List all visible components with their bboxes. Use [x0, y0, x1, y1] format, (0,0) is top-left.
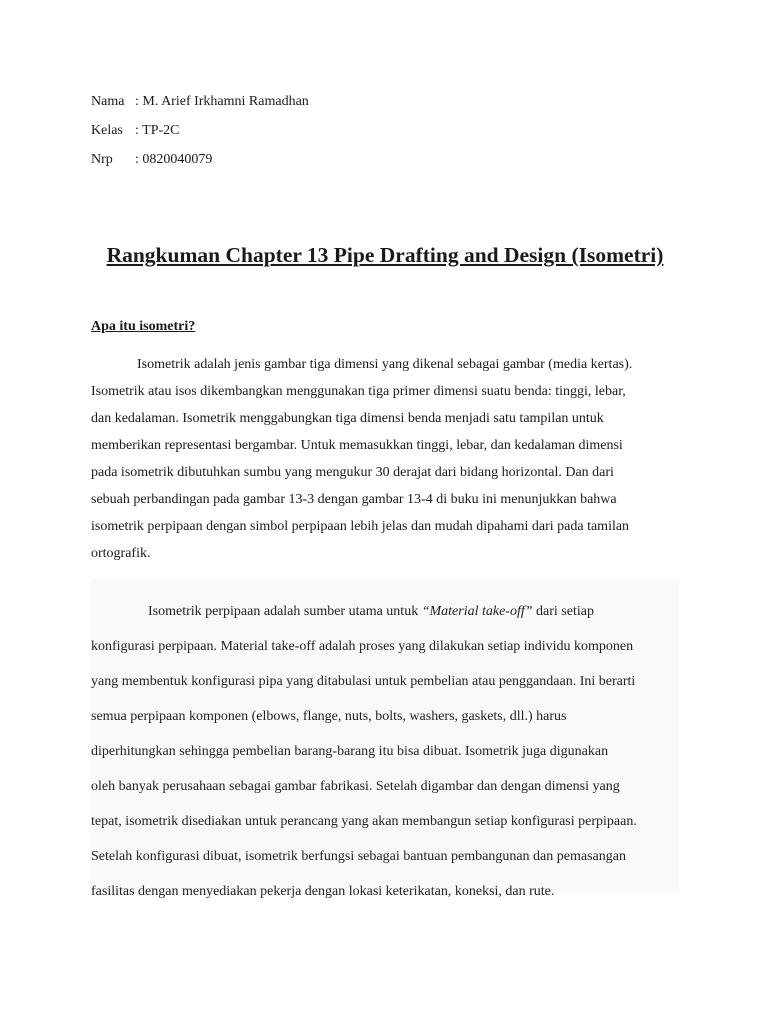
document-title: Rangkuman Chapter 13 Pipe Drafting and Design (Isometri)	[106, 243, 664, 267]
paragraph-line: semua perpipaan komponen (elbows, flange, nuts, bolts, washers, gaskets, dll.) harus	[91, 709, 567, 724]
paragraph-line: konfigurasi perpipaan. Material take-off adalah proses yang dilakukan setiap individu komponen	[91, 639, 634, 654]
paragraph-material-takeoff	[91, 594, 679, 909]
paragraph-line: ortografik.	[91, 546, 151, 561]
emphasis-text: “Material take-off”	[421, 604, 533, 619]
paragraph-text: Isometrik perpipaan adalah sumber utama untuk	[148, 604, 422, 619]
paragraph-line: memberikan representasi bergambar. Untuk memasukkan tinggi, lebar, dan kedalaman dimensi	[91, 438, 623, 453]
paragraph-line: Isometrik adalah jenis gambar tiga dimensi yang dikenal sebagai gambar (media kertas).	[137, 357, 633, 372]
info-value: : 0820040079	[135, 152, 213, 167]
paragraph-line: sebuah perbandingan pada gambar 13-3 dengan gambar 13-4 di buku ini menunjukkan bahwa	[91, 492, 617, 507]
paragraph-line: oleh banyak perusahaan sebagai gambar fabrikasi. Setelah digambar dan dengan dimensi yang	[91, 779, 620, 794]
info-label: Kelas	[91, 123, 123, 138]
paragraph-line: pada isometrik dibutuhkan sumbu yang mengukur 30 derajat dari bidang horizontal. Dan dari	[91, 465, 614, 480]
info-label: Nrp	[91, 152, 113, 167]
info-row-nrp	[91, 150, 309, 179]
paragraph-text: dari setiap	[532, 604, 594, 619]
paragraph-line: fasilitas dengan menyediakan pekerja dengan lokasi keterikatan, koneksi, dan rute.	[91, 884, 555, 899]
section-heading: Apa itu isometri?	[91, 319, 196, 334]
paragraph-intro	[91, 351, 677, 567]
paragraph-line: dan kedalaman. Isometrik menggabungkan tiga dimensi benda menjadi satu tampilan untuk	[91, 411, 604, 426]
paragraph-line: yang membentuk konfigurasi pipa yang ditabulasi untuk pembelian atau penggandaan. Ini berarti	[91, 674, 636, 689]
paragraph-line: Isometrik atau isos dikembangkan menggunakan tiga primer dimensi suatu benda: tinggi, lebar,	[91, 384, 626, 399]
paragraph-line: Setelah konfigurasi dibuat, isometrik berfungsi sebagai bantuan pembangunan dan pemasangan	[91, 849, 626, 864]
student-info	[91, 92, 309, 179]
paragraph-line: tepat, isometrik disediakan untuk perancang yang akan membangun setiap konfigurasi perpipaan.	[91, 814, 637, 829]
paragraph-line: diperhitungkan sehingga pembelian barang-barang itu bisa dibuat. Isometrik juga digunakan	[91, 744, 609, 759]
info-value: : M. Arief Irkhamni Ramadhan	[135, 94, 309, 109]
info-row-nama	[91, 92, 309, 121]
info-row-kelas	[91, 121, 309, 150]
paragraph-line: isometrik perpipaan dengan simbol perpipaan lebih jelas dan mudah dipahami dari pada tamilan	[91, 519, 630, 534]
highlighted-block	[91, 578, 679, 899]
paragraph-line	[91, 594, 679, 629]
info-value: : TP-2C	[135, 123, 180, 138]
info-label: Nama	[91, 94, 125, 109]
